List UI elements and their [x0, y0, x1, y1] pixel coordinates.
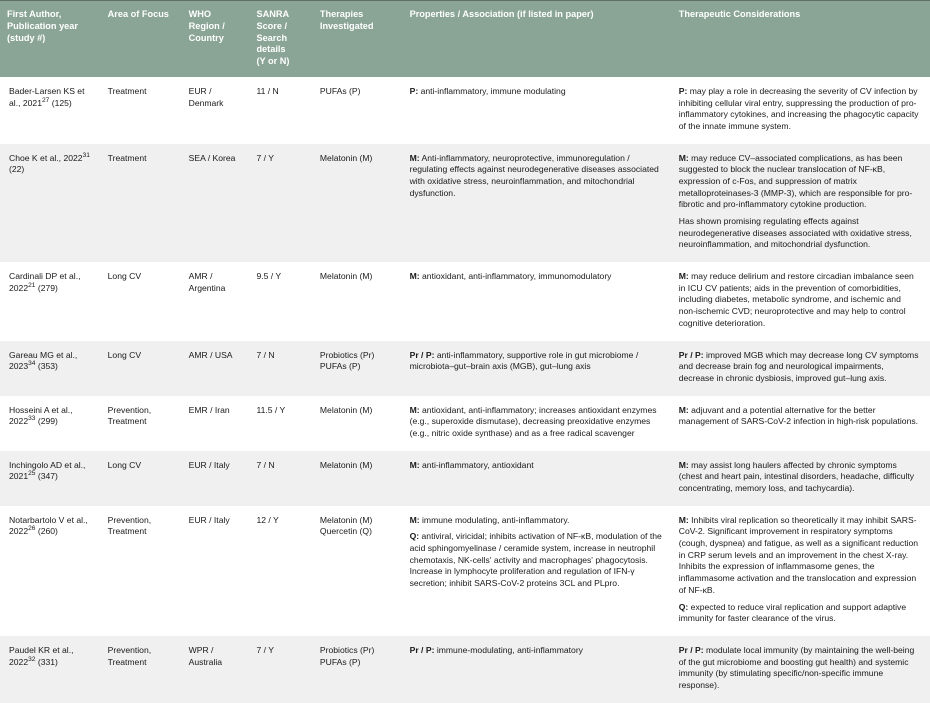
header-line: Country: [188, 32, 224, 43]
property-paragraph: M: anti-inflammatory, antioxidant: [409, 459, 534, 470]
therapy-code-label: M:: [678, 514, 689, 525]
therapy-code-label: M:: [678, 459, 689, 470]
header-line: First Author,: [7, 9, 62, 19]
citation-ref: 31: [82, 151, 90, 159]
header-line: Region /: [188, 20, 225, 31]
therapy-code-label: Pr / P:: [409, 349, 435, 360]
header-line: Search: [256, 32, 288, 43]
cell-properties: [403, 144, 672, 263]
cell-sanra-score: 7 / N: [249, 451, 312, 506]
cell-area-of-focus: Long CV: [101, 341, 182, 396]
therapy-code-label: Pr / P:: [409, 644, 435, 655]
header-row: [0, 1, 930, 77]
cell-who-region: EUR / Italy: [182, 506, 250, 636]
table-row: [0, 396, 930, 451]
header-line: SANRA: [256, 9, 290, 19]
cell-sanra-score: 7 / N: [249, 341, 312, 396]
consideration-paragraph: Q: expected to reduce viral replication and support adaptive immunity for faster clearance of the virus.: [678, 601, 907, 624]
table-row: [0, 506, 930, 636]
cell-therapeutic-considerations: [672, 396, 930, 451]
cell-author: Inchingolo AD et al., 2021$^{25}$ (347): [0, 451, 101, 506]
cell-area-of-focus: Prevention, Treatment: [101, 506, 182, 636]
cell-sanra-score: 7 / Y: [249, 144, 312, 263]
cell-author: Notarbartolo V et al., 2022$^{26}$ (260): [0, 506, 101, 636]
header-line: Publication year: [7, 20, 78, 31]
therapy-code-label: M:: [409, 459, 420, 470]
citation-ref: 27: [41, 96, 50, 104]
property-paragraph: M: antioxidant, anti-inflammatory, immunomodulatory: [409, 271, 612, 282]
consideration-paragraph: M: may reduce CV–associated complications, as has been suggested to block the nuclear translocation of NF-κB, expression of c-Fos, and suppression of matrix metalloproteinases-3 (MMP-3), which are responsible for pro-fibrotic and pro-inflammatory cytokine production.: [678, 152, 913, 210]
consideration-paragraph: Pr / P: improved MGB which may decrease long CV symptoms and decrease brain fog and neurological impairments, decrease in chronic dysbiosis, improved gut–lung axis.: [678, 349, 919, 383]
cell-area-of-focus: Prevention, Treatment: [101, 636, 182, 703]
cell-area-of-focus: Treatment: [101, 77, 182, 144]
header-line: Therapeutic Considerations: [678, 9, 801, 19]
cell-who-region: AMR / Argentina: [182, 262, 250, 340]
header-line: Properties / Association (if listed in paper): [409, 9, 594, 19]
cell-area-of-focus: Treatment: [101, 144, 182, 263]
property-paragraph: Pr / P: immune-modulating, anti-inflammatory: [409, 644, 583, 655]
cell-author: Paudel KR et al., 2022$^{32}$ (331): [0, 636, 101, 703]
studies-table: [0, 1, 930, 703]
cell-author: Hosseini A et al., 2022$^{33}$ (299): [0, 396, 101, 451]
cell-sanra-score: 12 / Y: [249, 506, 312, 636]
header-line: Therapies: [319, 9, 364, 19]
cell-area-of-focus: Prevention, Treatment: [101, 396, 182, 451]
cell-sanra-score: 9.5 / Y: [249, 262, 312, 340]
table-body: [0, 77, 930, 703]
consideration-paragraph: M: Inhibits viral replication so theoretically it may inhibit SARS-CoV-2. Significant improvement in respiratory symptoms (cough, dyspnea) and fatigue, as well as a significant reduction in CRP serum levels and an improvement in the chest X-ray. Inhibits the expression of inflammasome genes, the inflammasome activation and the translocation and expression of NF-κB.: [678, 514, 919, 595]
therapy-code-label: M:: [409, 404, 420, 415]
cell-therapies: Melatonin (M): [313, 144, 403, 263]
cell-author: Bader-Larsen KS et al., 2021$^{27}$ (125): [0, 77, 101, 144]
property-paragraph: M: Anti-inflammatory, neuroprotective, immunoregulation / regulating effects against neurodegenerative diseases associated with oxidative stress, neuroinflammation, and mitochondrial dysfunction.: [409, 152, 659, 198]
cell-properties: [403, 506, 672, 636]
cell-who-region: WPR / Australia: [182, 636, 250, 703]
column-header-therapeutic-considerations: [672, 1, 930, 77]
cell-therapeutic-considerations: [672, 506, 930, 636]
cell-therapies: PUFAs (P): [313, 77, 403, 144]
cell-properties: [403, 262, 672, 340]
table-row: [0, 77, 930, 144]
consideration-paragraph: M: may assist long haulers affected by chronic symptoms (chest and heart pain, intestinal disorders, headache, difficulty concentrating, memory loss, and tachycardia).: [678, 459, 915, 494]
cell-therapeutic-considerations: [672, 77, 930, 144]
table-row: [0, 451, 930, 506]
cell-properties: [403, 77, 672, 144]
consideration-paragraph: M: adjuvant and a potential alternative for the better management of SARS-CoV-2 infection in high-risk populations.: [678, 404, 919, 427]
cell-author: Cardinali DP et al., 2022$^{21}$ (279): [0, 262, 101, 340]
citation-ref: 34: [28, 360, 36, 368]
cell-therapeutic-considerations: [672, 451, 930, 506]
table-row: [0, 144, 930, 263]
cell-sanra-score: 7 / Y: [249, 636, 312, 703]
cell-author: Gareau MG et al., 2023$^{34}$ (353): [0, 341, 101, 396]
column-header-author: [0, 1, 101, 77]
cell-who-region: AMR / USA: [182, 341, 250, 396]
header-line: (study #): [7, 32, 46, 43]
citation-ref: 32: [28, 655, 36, 663]
cell-properties: [403, 636, 672, 703]
column-header-properties: [403, 1, 672, 77]
therapy-code-label: M:: [409, 271, 420, 282]
header-line: Score /: [256, 20, 288, 31]
therapy-code-label: M:: [678, 152, 689, 163]
therapy-code-label: P:: [409, 85, 419, 96]
header-line: (Y or N): [256, 56, 290, 67]
citation-ref: 26: [28, 525, 36, 533]
cell-therapeutic-considerations: [672, 144, 930, 263]
cell-therapies: Melatonin (M): [313, 396, 403, 451]
cell-who-region: SEA / Korea: [182, 144, 250, 263]
header-line: details: [256, 44, 286, 55]
consideration-paragraph: P: may play a role in decreasing the severity of CV infection by inhibiting cellular viral entry, suppressing the production of pro-inflammatory cytokines, and increasing the phagocytic capacity of the innate immune system.: [678, 85, 919, 131]
property-paragraph: P: anti-inflammatory, immune modulating: [409, 85, 566, 96]
cell-therapies: Probiotics (Pr) PUFAs (P): [313, 341, 403, 396]
cell-therapeutic-considerations: [672, 341, 930, 396]
cell-therapeutic-considerations: [672, 262, 930, 340]
cell-sanra-score: 11.5 / Y: [249, 396, 312, 451]
cell-who-region: EMR / Iran: [182, 396, 250, 451]
cell-therapies: Melatonin (M) Quercetin (Q): [313, 506, 403, 636]
column-header-therapies: [313, 1, 403, 77]
property-paragraph: M: antioxidant, anti-inflammatory; increases antioxidant enzymes (e.g., superoxide dismutase), decreasing preoxidative enzymes (e.g., nitric oxide synthase) and as a free radical scavenger: [409, 404, 657, 438]
therapy-code-label: Q:: [409, 531, 420, 542]
header-line: Investigated: [319, 20, 374, 31]
column-header-sanra-score: [249, 1, 312, 77]
cell-properties: [403, 451, 672, 506]
therapy-code-label: Pr / P:: [678, 644, 704, 655]
table-row: [0, 636, 930, 703]
therapy-code-label: P:: [678, 85, 688, 96]
table-row: [0, 341, 930, 396]
citation-ref: 21: [28, 281, 36, 289]
table-row: [0, 262, 930, 340]
cell-therapies: Probiotics (Pr) PUFAs (P): [313, 636, 403, 703]
header-line: Area of Focus: [107, 9, 169, 19]
cell-properties: [403, 341, 672, 396]
citation-ref: 25: [28, 470, 36, 478]
property-paragraph: Q: antiviral, viricidal; inhibits activation of NF-κB, modulation of the acid sphingomyelinase / ceramide system, increase in neutrophil chemotaxis, NK-cells' activity and macrophages' phagocytosis. Increase in lymphocyte proliferation and regulation of IFN-γ secretion; inhibit SARS-CoV-2 proteins 3CL and PLpro.: [409, 531, 662, 589]
therapy-code-label: M:: [409, 514, 420, 525]
citation-ref: 33: [28, 415, 36, 423]
therapy-code-label: M:: [678, 404, 689, 415]
consideration-paragraph: Pr / P: modulate local immunity (by maintaining the well-being of the gut microbiome and boosting gut health) and systemic immunity (by stimulating specific/non-specific immune response).: [678, 644, 915, 690]
cell-area-of-focus: Long CV: [101, 451, 182, 506]
cell-who-region: EUR / Denmark: [182, 77, 250, 144]
cell-author: Choe K et al., 2022$^{31}$ (22): [0, 144, 101, 263]
consideration-paragraph: Has shown promising regulating effects against neurodegenerative diseases associated with oxidative stress, neuroinflammation, and mitochondrial dysfunction.: [678, 216, 912, 250]
cell-therapies: Melatonin (M): [313, 451, 403, 506]
column-header-who-region: [182, 1, 250, 77]
cell-area-of-focus: Long CV: [101, 262, 182, 340]
therapy-code-label: Pr / P:: [678, 349, 704, 360]
therapy-code-label: M:: [678, 271, 689, 282]
cell-properties: [403, 396, 672, 451]
therapy-code-label: Q:: [678, 601, 689, 612]
table-header: [0, 1, 930, 77]
column-header-area-of-focus: [101, 1, 182, 77]
therapy-code-label: M:: [409, 152, 420, 163]
cell-therapies: Melatonin (M): [313, 262, 403, 340]
cell-who-region: EUR / Italy: [182, 451, 250, 506]
cell-sanra-score: 11 / N: [249, 77, 312, 144]
header-line: WHO: [188, 9, 212, 19]
property-paragraph: M: immune modulating, anti-inflammatory.: [409, 514, 570, 525]
consideration-paragraph: M: may reduce delirium and restore circadian imbalance seen in ICU CV patients; aids in the prevention of comorbidities, including diabetes, metabolic syndrome, and ischemic and non-ischemic CVD; neuroprotective and may help to control cognitive deterioration.: [678, 271, 914, 328]
cell-therapeutic-considerations: [672, 636, 930, 703]
property-paragraph: Pr / P: anti-inflammatory, supportive role in gut microbiome / microbiota–gut–brain axis (MGB), gut–lung axis: [409, 349, 639, 372]
